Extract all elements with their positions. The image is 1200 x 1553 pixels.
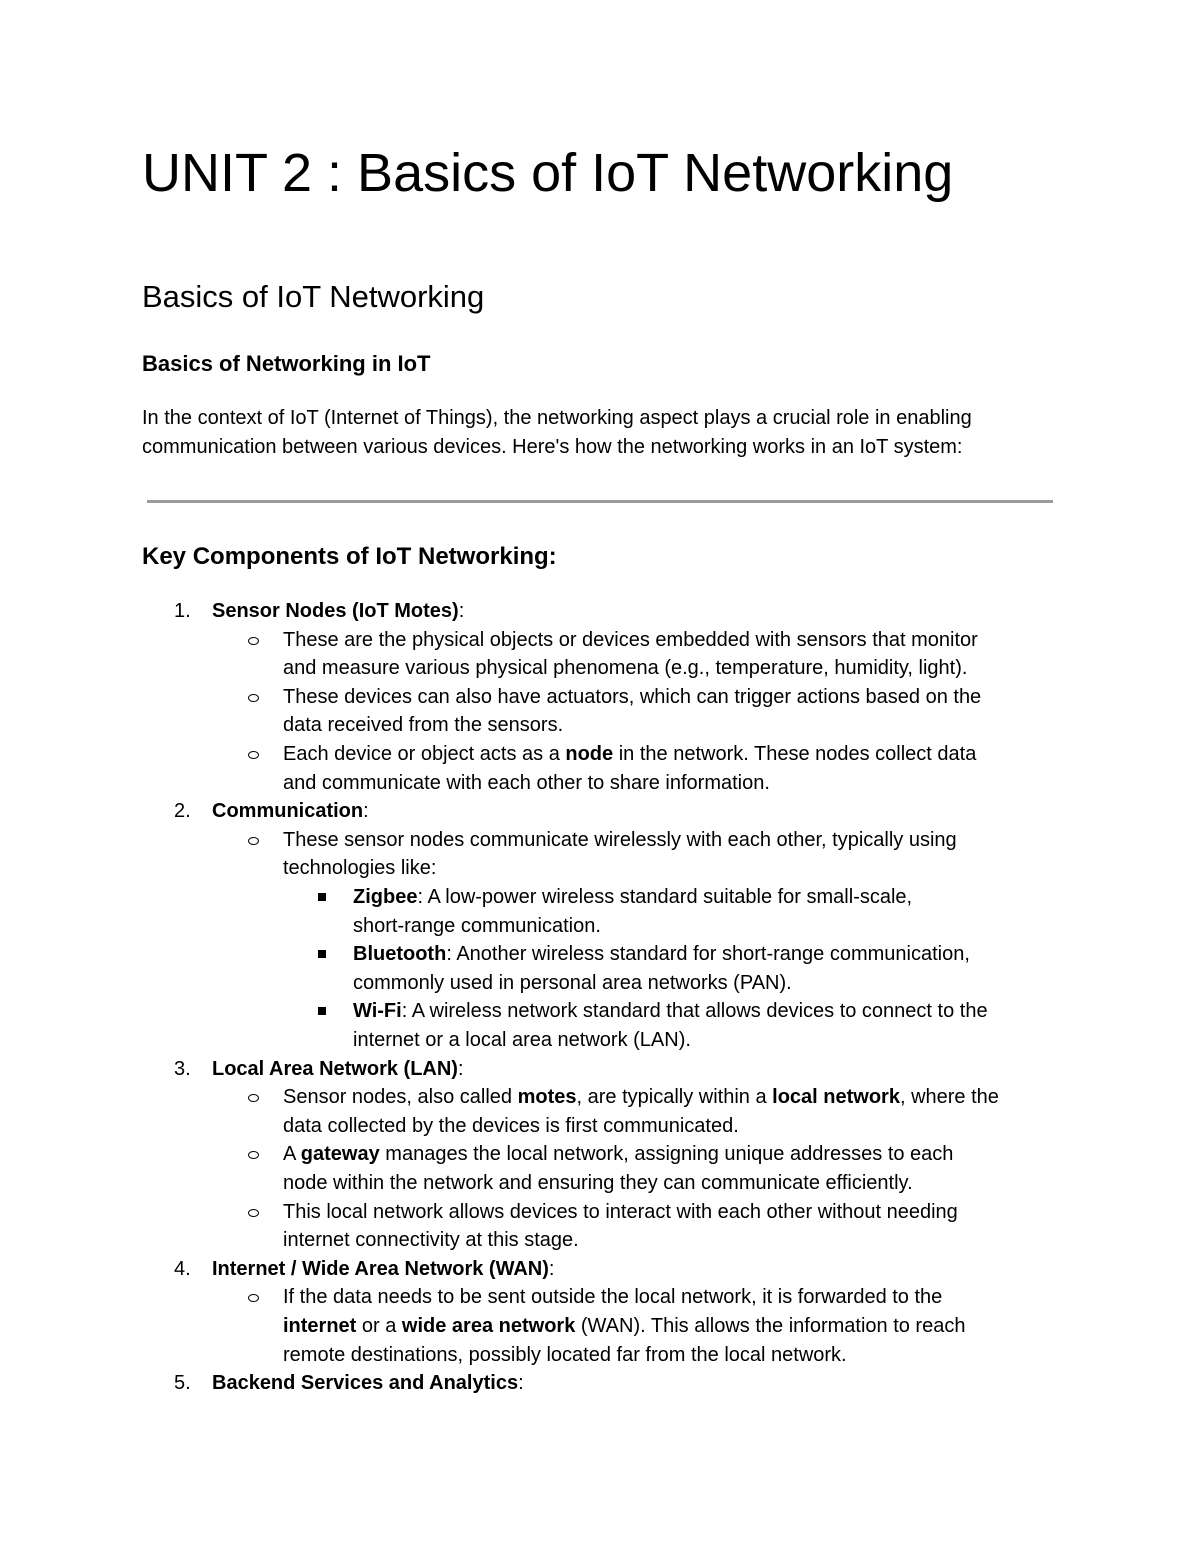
hollow-bullet-icon: [248, 1209, 259, 1217]
bold-term: Zigbee: [353, 886, 418, 908]
text-run: , are typically within a: [576, 1086, 773, 1109]
sub-item-line: [283, 1341, 847, 1370]
list-item-heading: [212, 1369, 524, 1398]
hollow-bullet-icon: [248, 751, 259, 759]
hollow-bullet-icon: [248, 694, 259, 702]
sub-item-line: [283, 1283, 942, 1312]
text-run: These sensor nodes communicate wirelessly with each other, typically using: [283, 828, 957, 851]
text-run: A: [283, 1143, 301, 1166]
key-components-heading: Key Components of IoT Networking:: [142, 543, 557, 570]
text-run: and measure various physical phenomena (e.g., temperature, humidity, light).: [283, 657, 968, 680]
square-bullet-icon: [318, 1007, 326, 1015]
sub-item-line: [283, 1140, 953, 1169]
list-item-colon: :: [518, 1372, 524, 1395]
list-item-label: Backend Services and Analytics: [212, 1372, 519, 1395]
hollow-bullet-icon: [248, 637, 259, 645]
list-number: 1.: [174, 600, 191, 622]
sub-sub-item-line: [353, 940, 970, 969]
bold-term: motes: [517, 1086, 577, 1109]
list-item-label: Sensor Nodes (IoT Motes): [212, 600, 459, 622]
square-bullet-icon: [318, 950, 326, 958]
list-item-heading: [212, 597, 464, 626]
sub-item-line: [283, 654, 967, 683]
list-item-colon: :: [458, 600, 465, 622]
sub-item-line: [283, 683, 981, 712]
subsection-heading: Basics of Networking in IoT: [142, 351, 431, 376]
sub-sub-item-line: [353, 969, 792, 998]
sub-item-line: [283, 711, 563, 740]
intro-paragraph: [142, 404, 972, 462]
list-item-colon: :: [548, 1257, 555, 1280]
sub-item-line: [283, 740, 976, 769]
list-item-heading: [212, 1055, 464, 1084]
hollow-bullet-icon: [248, 1151, 259, 1159]
list-item-heading: [212, 1255, 554, 1284]
text-run: Sensor nodes, also called: [283, 1086, 518, 1109]
text-run: : Another wireless standard for short-range communication,: [446, 943, 970, 966]
list-item-colon: :: [363, 800, 369, 823]
list-number: 2.: [174, 800, 191, 823]
text-run: data received from the sensors.: [283, 714, 564, 737]
text-run: Each device or object acts as a: [283, 743, 566, 765]
sub-sub-item-line: [353, 1026, 691, 1055]
text-run: (WAN). This allows the information to reach: [575, 1315, 966, 1337]
square-bullet-icon: [318, 893, 326, 901]
list-item-colon: :: [457, 1057, 464, 1080]
text-run: If the data needs to be sent outside the local network, it is forwarded to the: [283, 1286, 943, 1309]
text-run: remote destinations, possibly located far from the local network.: [283, 1343, 847, 1366]
bold-term: node: [565, 743, 614, 765]
bold-term: gateway: [300, 1143, 380, 1166]
text-run: : A wireless network standard that allows devices to connect to the: [401, 1000, 988, 1023]
sub-sub-item-line: [353, 912, 601, 941]
intro-line: communication between various devices. Here's how the networking works in an IoT system:: [142, 436, 963, 458]
text-run: These devices can also have actuators, which can trigger actions based on the: [283, 685, 982, 708]
hollow-bullet-icon: [248, 1094, 259, 1102]
text-run: in the network. These nodes collect data: [613, 743, 977, 765]
bold-term: internet: [283, 1315, 357, 1337]
sub-item-line: [283, 826, 957, 855]
sub-item-line: [283, 1226, 579, 1255]
horizontal-divider: [147, 500, 1053, 503]
text-run: technologies like:: [283, 857, 437, 880]
text-run: internet or a local area network (LAN).: [353, 1029, 691, 1051]
text-run: short-range communication.: [353, 914, 601, 937]
hollow-bullet-icon: [248, 1294, 259, 1302]
list-item-label: Communication: [212, 800, 364, 823]
sub-item-line: [283, 1169, 913, 1198]
sub-sub-item-line: [353, 883, 912, 912]
sub-item-line: [283, 854, 436, 883]
list-number: 4.: [174, 1257, 191, 1280]
list-number: 5.: [174, 1372, 191, 1395]
sub-item-line: [283, 1112, 739, 1141]
text-run: commonly used in personal area networks (PAN).: [353, 971, 792, 994]
list-number: 3.: [174, 1057, 191, 1080]
list-item-label: Internet / Wide Area Network (WAN): [212, 1257, 549, 1280]
sub-item-line: [283, 1312, 965, 1341]
text-run: : A low-power wireless standard suitable for small-scale,: [417, 886, 913, 908]
list-item-heading: [212, 797, 369, 826]
text-run: These are the physical objects or devices embedded with sensors that monitor: [283, 628, 978, 651]
sub-item-line: [283, 1083, 999, 1112]
sub-item-line: [283, 626, 978, 655]
section-heading: Basics of IoT Networking: [142, 279, 485, 314]
intro-line: In the context of IoT (Internet of Things), the networking aspect plays a crucial role in enabling: [142, 407, 972, 429]
sub-item-line: [283, 769, 770, 798]
page-title: UNIT 2 : Basics of IoT Networking: [142, 143, 954, 203]
hollow-bullet-icon: [248, 837, 259, 845]
bold-term: wide area network: [401, 1315, 576, 1337]
sub-item-line: [283, 1198, 958, 1227]
text-run: manages the local network, assigning unique addresses to each: [379, 1143, 954, 1166]
text-run: data collected by the devices is first communicated.: [283, 1114, 739, 1137]
text-run: node within the network and ensuring they can communicate efficiently.: [283, 1172, 913, 1194]
text-run: and communicate with each other to share information.: [283, 771, 770, 794]
text-run: This local network allows devices to interact with each other without needing: [283, 1200, 958, 1223]
list-item-label: Local Area Network (LAN): [212, 1057, 458, 1080]
sub-sub-item-line: [353, 997, 988, 1026]
text-run: or a: [356, 1315, 402, 1337]
text-run: internet connectivity at this stage.: [283, 1229, 579, 1252]
bold-term: Wi-Fi: [353, 1000, 402, 1023]
bold-term: local network: [772, 1086, 900, 1109]
text-run: , where the: [899, 1086, 999, 1109]
bold-term: Bluetooth: [353, 943, 447, 966]
